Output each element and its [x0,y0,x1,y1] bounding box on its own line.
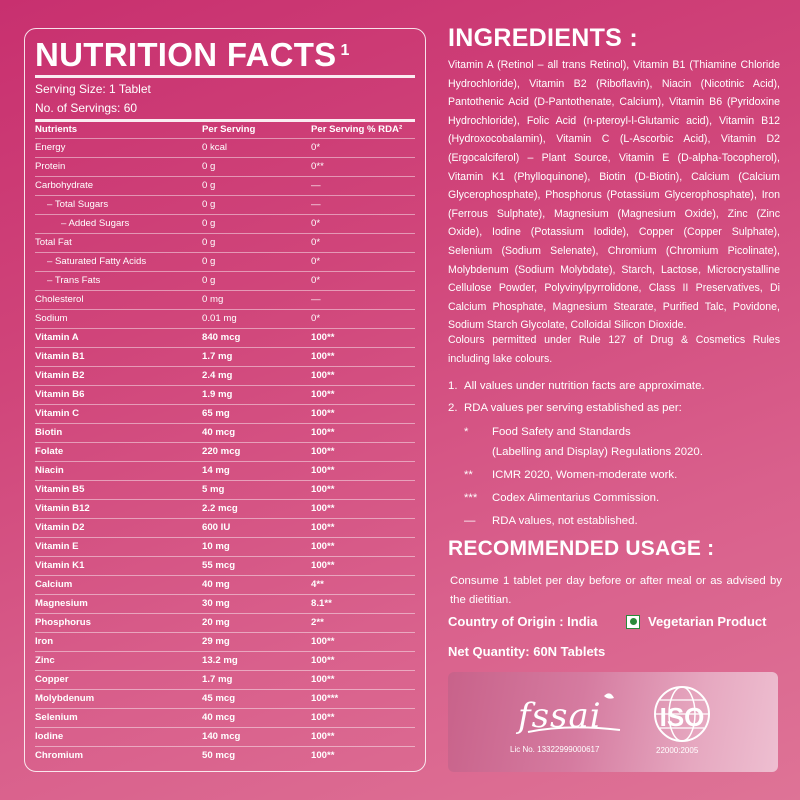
nutrient-name: Calcium [35,575,202,594]
nutrition-facts-panel [24,28,426,772]
nutrient-name: Vitamin A [35,328,202,347]
per-serving-value: 14 mg [202,461,311,480]
rda-source-3-symbol: *** [464,492,478,504]
rda-value: 100** [311,727,415,746]
footnotes [448,376,788,531]
table-row [35,252,415,271]
nutrition-table-body [35,138,415,765]
per-serving-value: 140 mcg [202,727,311,746]
per-serving-value: 40 mcg [202,708,311,727]
nutrient-name: – Total Sugars [35,195,202,214]
rda-value: 0** [311,157,415,176]
iso-wordmark: ISO [659,702,705,732]
nutrient-name: Molybdenum [35,689,202,708]
per-serving-value: 1.7 mg [202,347,311,366]
nutrient-name: Biotin [35,423,202,442]
table-row [35,271,415,290]
certification-panel [448,672,778,772]
vegetarian-text: Vegetarian Product [648,614,767,629]
nutrient-name: Vitamin D2 [35,518,202,537]
per-serving-value: 0 g [202,157,311,176]
table-row [35,746,415,765]
per-serving-value: 10 mg [202,537,311,556]
per-serving-value: 840 mcg [202,328,311,347]
nutrient-name: Phosphorus [35,613,202,632]
rda-value: 2** [311,613,415,632]
rda-value: 0* [311,214,415,233]
per-serving-value: 0 g [202,214,311,233]
rda-value: 8.1** [311,594,415,613]
nutrition-table [35,122,415,765]
per-serving-value: 0 mg [202,290,311,309]
table-row [35,594,415,613]
per-serving-value: 0 g [202,233,311,252]
usage-title: RECOMMENDED USAGE : [448,537,715,560]
rda-value: 100** [311,404,415,423]
rda-value: — [311,290,415,309]
table-row [35,442,415,461]
per-serving-value: 5 mg [202,480,311,499]
iso-logo [646,684,718,744]
nutrient-name: Protein [35,157,202,176]
rda-value: — [311,195,415,214]
table-row [35,309,415,328]
nutrient-name: Cholesterol [35,290,202,309]
per-serving-value: 13.2 mg [202,651,311,670]
nutrient-name: Total Fat [35,233,202,252]
colours-note: Colours permitted under Rule 127 of Drug & Cosmetics Rules including lake colours. [448,334,780,365]
usage-text: Consume 1 tablet per day before or after meal or as advised by the dietitian. [450,575,782,606]
fssai-logo [508,686,628,746]
per-serving-value: 1.9 mg [202,385,311,404]
nutrient-name: Magnesium [35,594,202,613]
table-row [35,385,415,404]
header-rda: Per Serving % RDA² [311,124,403,136]
rda-value: 100** [311,537,415,556]
table-row [35,176,415,195]
rda-value: 100** [311,708,415,727]
per-serving-value: 0 g [202,176,311,195]
nutrient-name: – Saturated Fatty Acids [35,252,202,271]
nutrient-name: Vitamin B6 [35,385,202,404]
nutrient-name: Sodium [35,309,202,328]
nutrient-name: Vitamin B2 [35,366,202,385]
per-serving-value: 30 mg [202,594,311,613]
rda-source-4 [448,511,788,531]
rda-source-1-line2: (Labelling and Display) Regulations 2020. [492,446,703,458]
per-serving-value: 0 g [202,271,311,290]
table-row [35,157,415,176]
servings-count: No. of Servings: 60 [35,101,138,115]
per-serving-value: 600 IU [202,518,311,537]
nutrient-name: Chromium [35,746,202,765]
table-row [35,556,415,575]
table-row [35,347,415,366]
table-header-row [35,122,415,138]
fssai-license: Lic No. 13322999000617 [510,745,600,754]
rda-source-1-symbol: * [464,426,469,438]
rda-value: 100** [311,670,415,689]
nutrient-name: Copper [35,670,202,689]
table-row [35,632,415,651]
table-row [35,404,415,423]
table-row [35,708,415,727]
vegetarian-icon [626,615,640,629]
table-row [35,233,415,252]
table-row [35,366,415,385]
header-per-serving: Per Serving [202,124,256,136]
per-serving-value: 2.4 mg [202,366,311,385]
rda-source-3 [448,488,788,508]
per-serving-value: 65 mg [202,404,311,423]
nutrient-name: Vitamin C [35,404,202,423]
rda-value: 100** [311,480,415,499]
nutrient-name: Vitamin K1 [35,556,202,575]
rda-source-4-text: RDA values, not established. [492,515,638,527]
table-row [35,461,415,480]
note-2-text: RDA values per serving established as per: [464,402,682,414]
per-serving-value: 55 mcg [202,556,311,575]
rda-source-3-text: Codex Alimentarius Commission. [492,492,660,504]
table-row [35,651,415,670]
nutrient-name: – Trans Fats [35,271,202,290]
rda-value: 100** [311,423,415,442]
ingredients-title: INGREDIENTS : [448,24,639,52]
table-row [35,214,415,233]
rda-value: 0* [311,233,415,252]
per-serving-value: 0 g [202,195,311,214]
per-serving-value: 40 mg [202,575,311,594]
vegetarian-label [626,614,766,629]
table-row [35,138,415,157]
fssai-wordmark: fssai [518,696,602,736]
table-row [35,290,415,309]
rda-source-2-symbol: ** [464,469,473,481]
nutrition-facts-title [35,35,415,75]
rda-value: 100** [311,461,415,480]
rda-value: — [311,176,415,195]
rda-value: 0* [311,138,415,157]
per-serving-value: 220 mcg [202,442,311,461]
per-serving-value: 40 mcg [202,423,311,442]
rda-value: 100** [311,385,415,404]
table-row [35,537,415,556]
rda-value: 100** [311,746,415,765]
nutrient-name: Vitamin B1 [35,347,202,366]
table-row [35,613,415,632]
net-quantity: Net Quantity: 60N Tablets [448,644,606,659]
nutrient-name: Iron [35,632,202,651]
table-row [35,689,415,708]
per-serving-value: 0 g [202,252,311,271]
rda-value: 100** [311,366,415,385]
per-serving-value: 0.01 mg [202,309,311,328]
nutrition-title-text: NUTRITION FACTS [35,36,337,73]
table-row [35,727,415,746]
nutrient-name: Iodine [35,727,202,746]
rda-value: 100** [311,347,415,366]
rda-value: 100** [311,442,415,461]
note-2 [448,398,788,418]
nutrient-name: Vitamin E [35,537,202,556]
rda-value: 100** [311,651,415,670]
rda-value: 100** [311,499,415,518]
table-row [35,575,415,594]
rda-source-2 [448,465,788,485]
table-row [35,518,415,537]
per-serving-value: 1.7 mg [202,670,311,689]
nutrient-name: – Added Sugars [35,214,202,233]
rda-value: 0* [311,271,415,290]
nutrient-name: Folate [35,442,202,461]
per-serving-value: 29 mg [202,632,311,651]
rda-value: 100** [311,328,415,347]
note-2-number: 2. [448,402,458,414]
ingredients-text: Vitamin A (Retinol – all trans Retinol), Vitamin B1 (Thiamine Chloride Hydrochloride), Vitamin B2 (Riboflavin), Niacin (Nicotinic Acid), Pantothenic Acid (D-Pantothenate, Calcium), Vitamin B6 (Pyridoxine Hydrochloride), Folic Acid (n-pteroyl-l-Glutamic acid), Vitamin B12 (Hydroxocobalamin), Vitamin C (L-Ascorbic Acid), Vitamin D2 (Ergocalciferol) – Plant Source, Vitamin E (D-alpha-Tocopherol), Vitamin K1 (Phylloquinone), Biotin (D-Biotin), Calcium (Calcium Glycerophosphate), Phosphorus (Potassium Glycerophosphate), Iron (Ferrous Sulphate), Magnesium (Magnesium Oxide), Zinc (Zinc Oxide), Iodine (Potassium Iodide), Copper (Copper Sulphate), Selenium (Sodium Selenate), Chromium (Chromium Picolinate), Molybdenum (Sodium Molybdate), Starch, Lactose, Microcrystalline Cellulose Powder, Polyvinylpyrrolidone, Class II Preservatives, Di Calcium Phosphate, Magnesium Stearate, Purified Talc, Povidone, Sodium Starch Glycolate, Colloidal Silicon Dioxide. [448,59,780,332]
country-of-origin: Country of Origin : India [448,614,598,629]
nutrient-name: Niacin [35,461,202,480]
rda-value: 100** [311,556,415,575]
rda-value: 0* [311,252,415,271]
rda-source-4-symbol: — [464,515,476,527]
nutrient-name: Vitamin B5 [35,480,202,499]
nutrient-name: Energy [35,138,202,157]
nutrient-name: Selenium [35,708,202,727]
table-row [35,670,415,689]
header-nutrients: Nutrients [35,124,78,136]
note-1-number: 1. [448,380,458,392]
table-row [35,195,415,214]
note-1-text: All values under nutrition facts are approximate. [464,380,705,392]
nutrient-name: Carbohydrate [35,176,202,195]
nutrient-name: Zinc [35,651,202,670]
nutrition-title-footnote: 1 [340,42,350,59]
nutrient-name: Vitamin B12 [35,499,202,518]
rda-value: 100** [311,518,415,537]
per-serving-value: 50 mcg [202,746,311,765]
per-serving-value: 45 mcg [202,689,311,708]
rda-value: 100** [311,632,415,651]
note-1 [448,376,788,396]
per-serving-value: 2.2 mcg [202,499,311,518]
table-row [35,499,415,518]
table-row [35,328,415,347]
rda-source-1-line1: Food Safety and Standards [492,426,631,438]
table-row [35,423,415,442]
serving-size: Serving Size: 1 Tablet [35,82,151,96]
rda-source-2-text: ICMR 2020, Women-moderate work. [492,469,678,481]
rda-value: 100*** [311,689,415,708]
rda-source-1 [448,422,788,462]
rda-value: 0* [311,309,415,328]
iso-standard-number: 22000:2005 [656,746,699,755]
per-serving-value: 20 mg [202,613,311,632]
rda-value: 4** [311,575,415,594]
table-row [35,480,415,499]
per-serving-value: 0 kcal [202,138,311,157]
